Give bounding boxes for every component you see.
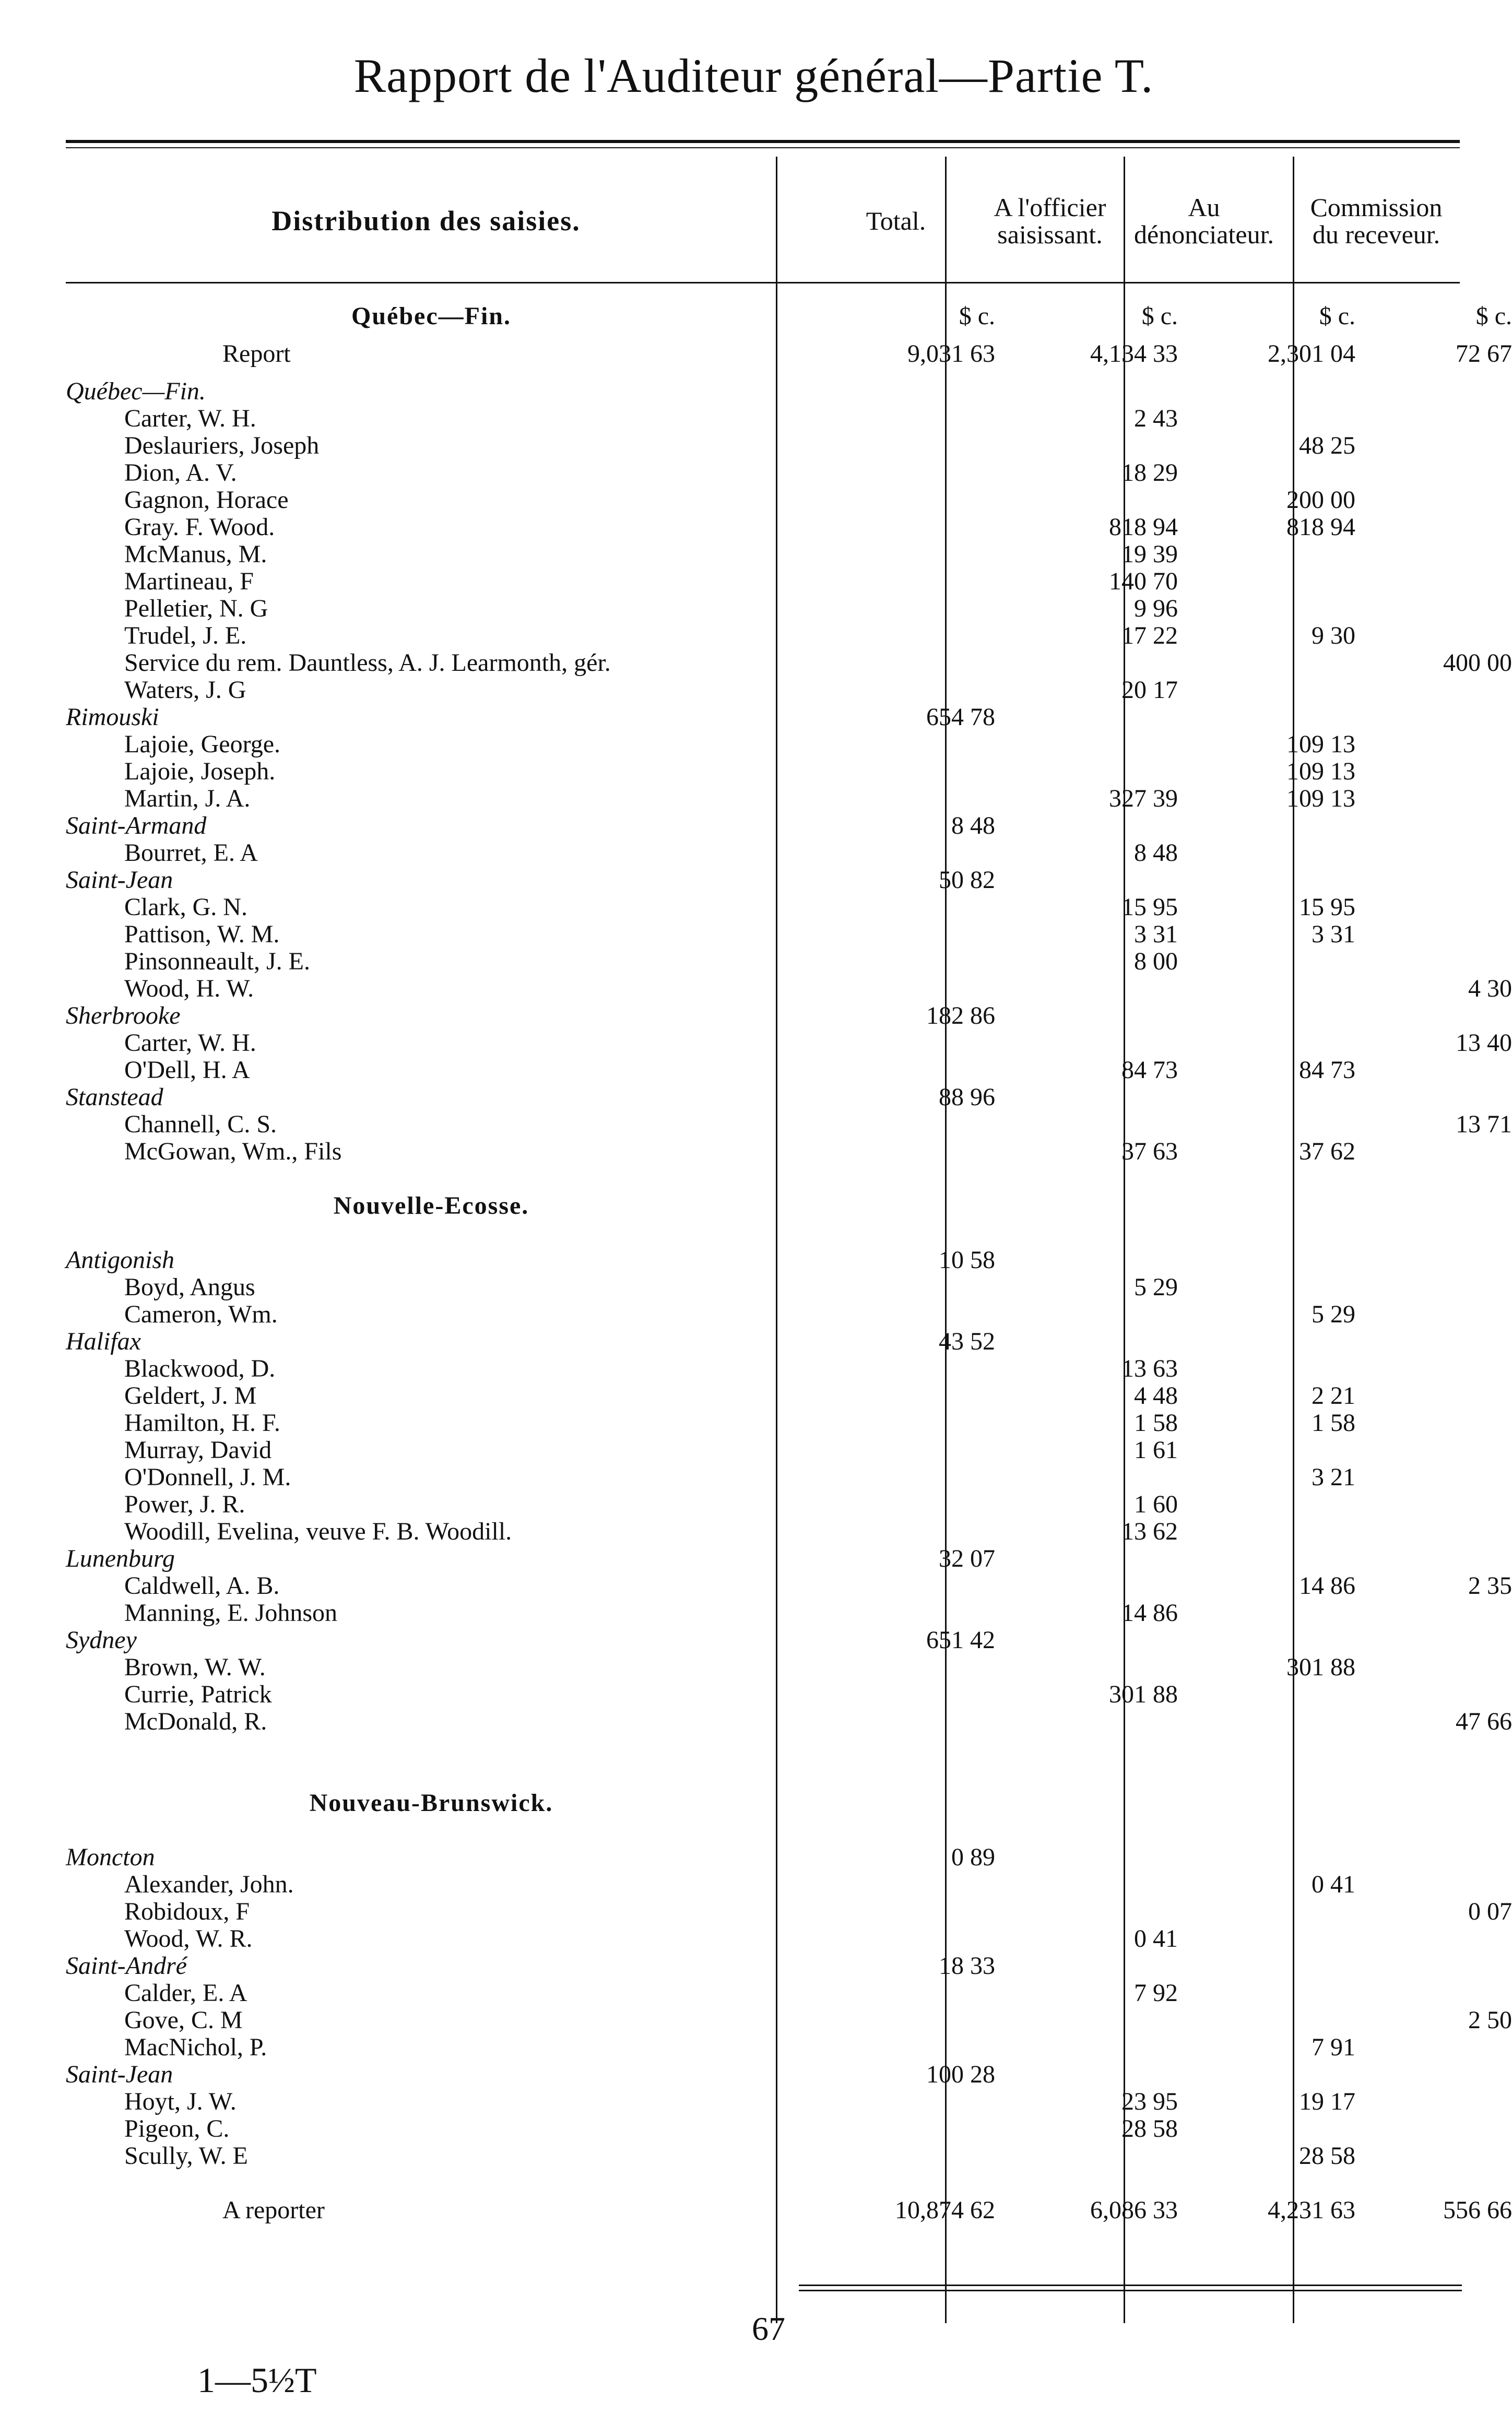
province-heading-row: [66, 1790, 1460, 1817]
person-name: Gray. F. Wood.: [124, 513, 275, 541]
person-name: Hoyt, J. W.: [124, 2088, 237, 2115]
cell-officer: 6,086 33: [1090, 2196, 1178, 2224]
person-name: Woodill, Evelina, veuve F. B. Woodill.: [124, 1518, 512, 1545]
place-name: Sydney: [66, 1626, 137, 1654]
table-row: [66, 649, 1512, 677]
cell-total: 182 86: [926, 1002, 995, 1029]
cell-total: 50 82: [939, 866, 995, 894]
cell-comm: 2 50: [1468, 2006, 1512, 2034]
person-name: Service du rem. Dauntless, A. J. Learmonth, gér.: [124, 649, 611, 677]
cell-total: 43 52: [939, 1328, 995, 1355]
cell-total: 18 33: [939, 1952, 995, 1980]
cell-officer: 140 70: [1109, 567, 1178, 595]
cell-officer: 1 58: [1134, 1409, 1178, 1437]
cell-officer: 1 60: [1134, 1490, 1178, 1518]
row-spacer: [66, 1735, 1460, 1762]
table-row: [66, 2088, 1460, 2115]
total-rule: [799, 2285, 1462, 2286]
cell-total: 10 58: [939, 1246, 995, 1274]
table-row: [66, 1925, 1460, 1952]
cell-denoun: 109 13: [1286, 730, 1355, 758]
cell-officer: 0 41: [1134, 1925, 1178, 1952]
cell-officer: 17 22: [1121, 622, 1178, 649]
cell-total: 651 42: [926, 1626, 995, 1654]
cell-officer: 37 63: [1121, 1138, 1178, 1165]
cell-officer: 4 48: [1134, 1382, 1178, 1410]
person-name: Carter, W. H.: [124, 405, 256, 432]
cell-denoun: 2 21: [1312, 1382, 1355, 1410]
place-row: [66, 1627, 1460, 1654]
place-row: [66, 378, 1460, 405]
table-row: [66, 514, 1460, 541]
person-name: Alexander, John.: [124, 1871, 294, 1898]
table-header: [66, 157, 1460, 285]
person-name: Robidoux, F: [124, 1898, 250, 1925]
cell-comm: 0 07: [1468, 1898, 1512, 1925]
table-row: [66, 2143, 1460, 2170]
cell-comm: 4 30: [1468, 975, 1512, 1002]
col-header-denonciateur: Au dénonciateur.: [1134, 193, 1274, 249]
person-name: Deslauriers, Joseph: [124, 432, 320, 459]
place-row: [66, 1844, 1460, 1871]
cell-denoun: 48 25: [1299, 432, 1355, 459]
table-row: [66, 948, 1460, 975]
table-row: [66, 568, 1460, 595]
place-row: [66, 1247, 1460, 1274]
cell-denoun: 14 86: [1299, 1572, 1355, 1600]
table-row: [66, 2034, 1460, 2061]
table-row: [66, 1464, 1460, 1491]
cell-total: 0 89: [951, 1843, 995, 1871]
person-name: Bourret, E. A: [124, 839, 258, 867]
cell-total: 10,874 62: [895, 2196, 995, 2224]
table-row: [66, 677, 1460, 704]
cell-officer: 2 43: [1134, 405, 1178, 432]
table-row: [66, 975, 1512, 1002]
cell-officer: 20 17: [1121, 676, 1178, 704]
person-name: O'Donnell, J. M.: [124, 1463, 291, 1491]
person-name: Lajoie, Joseph.: [124, 758, 276, 785]
row-spacer: [66, 1220, 1460, 1247]
place-name: Québec—Fin.: [66, 377, 206, 405]
table-row: [66, 1382, 1460, 1410]
report-label: A reporter: [222, 2196, 325, 2224]
report-label: Report: [222, 340, 291, 368]
table-row: [66, 1491, 1460, 1518]
person-name: Murray, David: [124, 1436, 272, 1464]
cell-officer: 301 88: [1109, 1681, 1178, 1708]
person-name: Lajoie, George.: [124, 730, 280, 758]
table-row: [66, 758, 1460, 785]
province-name: Nouveau-Brunswick.: [309, 1789, 553, 1817]
place-row: [66, 1084, 1460, 1111]
cell-denoun: 3 21: [1312, 1463, 1355, 1491]
person-name: Currie, Patrick: [124, 1681, 272, 1708]
cell-officer: $ c.: [1141, 302, 1178, 330]
cell-total: 32 07: [939, 1545, 995, 1572]
cell-denoun: 109 13: [1286, 785, 1355, 812]
table-row: [66, 1572, 1512, 1600]
place-name: Rimouski: [66, 703, 159, 731]
table-row: [66, 1138, 1460, 1165]
table-row: [66, 405, 1460, 432]
cell-total: 88 96: [939, 1083, 995, 1111]
person-name: Scully, W. E: [124, 2142, 248, 2170]
place-row: [66, 1002, 1460, 1029]
table-row: [66, 839, 1460, 867]
page-number: 67: [752, 2310, 785, 2347]
place-name: Saint-Jean: [66, 866, 173, 894]
cell-comm: $ c.: [1475, 302, 1512, 330]
person-name: Blackwood, D.: [124, 1355, 276, 1382]
cell-total: 9,031 63: [907, 340, 995, 368]
cell-denoun: 4,231 63: [1268, 2196, 1355, 2224]
person-name: Calder, E. A: [124, 1979, 247, 2007]
person-name: Wood, H. W.: [124, 975, 254, 1002]
cell-denoun: 2,301 04: [1268, 340, 1355, 368]
table-row: [66, 1274, 1460, 1301]
person-name: MacNichol, P.: [124, 2033, 267, 2061]
cell-officer: 14 86: [1121, 1599, 1178, 1627]
cell-officer: 15 95: [1121, 893, 1178, 921]
table-row: [66, 1518, 1460, 1545]
table-row: [66, 595, 1460, 622]
cell-denoun: 84 73: [1299, 1056, 1355, 1084]
place-name: Lunenburg: [66, 1545, 175, 1572]
person-name: Manning, E. Johnson: [124, 1599, 337, 1627]
place-row: [66, 704, 1460, 731]
place-name: Saint-André: [66, 1952, 187, 1980]
table-row: [66, 1029, 1512, 1057]
cell-officer: 4,134 33: [1090, 340, 1178, 368]
cell-officer: 28 58: [1121, 2115, 1178, 2143]
table-row: [66, 731, 1460, 758]
report-row: [66, 340, 1512, 368]
cell-denoun: 109 13: [1286, 758, 1355, 785]
cell-officer: 1 61: [1134, 1436, 1178, 1464]
place-name: Saint-Armand: [66, 812, 207, 839]
cell-denoun: 3 31: [1312, 920, 1355, 948]
person-name: Power, J. R.: [124, 1490, 245, 1518]
cell-denoun: 5 29: [1312, 1300, 1355, 1328]
col-header-officer: A l'officier saisissant.: [994, 193, 1106, 249]
person-name: Boyd, Angus: [124, 1273, 255, 1301]
table-row: [66, 1654, 1460, 1681]
cell-officer: 327 39: [1109, 785, 1178, 812]
cell-comm: 556 66: [1443, 2196, 1512, 2224]
signature-mark: 1—5½T: [197, 2360, 317, 2400]
person-name: Hamilton, H. F.: [124, 1409, 280, 1437]
col-header-commission: Commission du receveur.: [1310, 193, 1443, 249]
cell-denoun: 19 17: [1299, 2088, 1355, 2115]
cell-comm: 2 35: [1468, 1572, 1512, 1600]
table-row: [66, 2115, 1460, 2143]
person-name: Brown, W. W.: [124, 1653, 266, 1681]
place-name: Moncton: [66, 1843, 155, 1871]
table-row: [66, 487, 1460, 514]
person-name: Caldwell, A. B.: [124, 1572, 280, 1600]
cell-denoun: 1 58: [1312, 1409, 1355, 1437]
cell-officer: 7 92: [1134, 1979, 1178, 2007]
cell-officer: 3 31: [1134, 920, 1178, 948]
top-rule-thin: [66, 147, 1460, 148]
cell-officer: 84 73: [1121, 1056, 1178, 1084]
row-spacer: [66, 2170, 1460, 2197]
table-row: [66, 1708, 1512, 1735]
cell-comm: 13 40: [1456, 1029, 1512, 1057]
table-row: [66, 1437, 1460, 1464]
person-name: Gagnon, Horace: [124, 486, 289, 514]
table-row: [66, 785, 1460, 812]
table-row: [66, 432, 1460, 459]
table-row: [66, 1301, 1460, 1328]
table-row: [66, 1410, 1460, 1437]
place-name: Antigonish: [66, 1246, 175, 1274]
cell-denoun: 200 00: [1286, 486, 1355, 514]
table-row: [66, 1898, 1512, 1925]
cell-total: $ c.: [959, 302, 995, 330]
cell-total: 654 78: [926, 703, 995, 731]
col-header-distribution: Distribution des saisies.: [271, 205, 581, 236]
province-name: Nouvelle-Ecosse.: [333, 1192, 529, 1220]
person-name: McManus, M.: [124, 540, 267, 568]
person-name: Wood, W. R.: [124, 1925, 253, 1952]
cell-denoun: 7 91: [1312, 2033, 1355, 2061]
cell-officer: 818 94: [1109, 513, 1178, 541]
cell-denoun: 0 41: [1312, 1871, 1355, 1898]
place-row: [66, 812, 1460, 839]
table-row: [66, 1681, 1460, 1708]
place-name: Sherbrooke: [66, 1002, 181, 1029]
cell-officer: 8 48: [1134, 839, 1178, 867]
table-row: [66, 1355, 1460, 1382]
total-rule: [799, 2290, 1462, 2291]
report-row: [66, 2196, 1512, 2224]
cell-officer: 13 62: [1121, 1518, 1178, 1545]
table-row: [66, 894, 1460, 921]
person-name: Pinsonneault, J. E.: [124, 948, 310, 975]
cell-denoun: 9 30: [1312, 622, 1355, 649]
row-spacer: [66, 1165, 1460, 1192]
cell-officer: 5 29: [1134, 1273, 1178, 1301]
cell-comm: 13 71: [1456, 1110, 1512, 1138]
person-name: McDonald, R.: [124, 1708, 267, 1735]
row-spacer: [66, 1817, 1460, 1844]
top-rule-thick: [66, 140, 1460, 143]
page-title: Rapport de l'Auditeur général—Partie T.: [353, 49, 1154, 102]
table-row: [66, 622, 1460, 649]
person-name: Trudel, J. E.: [124, 622, 247, 649]
table-row: [66, 1600, 1460, 1627]
person-name: O'Dell, H. A: [124, 1056, 250, 1084]
table-row: [66, 459, 1460, 487]
place-row: [66, 1328, 1460, 1355]
cell-denoun: 818 94: [1286, 513, 1355, 541]
table-row: [66, 921, 1460, 948]
cell-officer: 19 39: [1121, 540, 1178, 568]
person-name: Gove, C. M: [124, 2006, 243, 2034]
person-name: McGowan, Wm., Fils: [124, 1138, 342, 1165]
place-name: Stanstead: [66, 1083, 163, 1111]
province-name: Québec—Fin.: [351, 302, 511, 330]
person-name: Martin, J. A.: [124, 785, 251, 812]
row-spacer: [66, 1762, 1460, 1790]
cell-comm: 47 66: [1456, 1708, 1512, 1735]
place-row: [66, 1545, 1460, 1572]
cell-comm: 72 67: [1456, 340, 1512, 368]
cell-denoun: 301 88: [1286, 1653, 1355, 1681]
person-name: Pattison, W. M.: [124, 920, 280, 948]
person-name: Waters, J. G: [124, 676, 246, 704]
table-row: [66, 541, 1460, 568]
cell-denoun: $ c.: [1319, 302, 1355, 330]
province-heading-row: [66, 302, 1512, 330]
place-name: Halifax: [66, 1328, 141, 1355]
person-name: Clark, G. N.: [124, 893, 247, 921]
cell-officer: 8 00: [1134, 948, 1178, 975]
cell-officer: 18 29: [1121, 459, 1178, 487]
cell-officer: 13 63: [1121, 1355, 1178, 1382]
place-row: [66, 867, 1460, 894]
person-name: Pigeon, C.: [124, 2115, 230, 2143]
header-bottom-rule: [66, 282, 1460, 283]
cell-denoun: 37 62: [1299, 1138, 1355, 1165]
person-name: Martineau, F: [124, 567, 254, 595]
table-row: [66, 2006, 1512, 2034]
table-row: [66, 1057, 1460, 1084]
person-name: Geldert, J. M: [124, 1382, 257, 1410]
cell-denoun: 15 95: [1299, 893, 1355, 921]
cell-total: 100 28: [926, 2061, 995, 2088]
place-row: [66, 1952, 1460, 1980]
table-row: [66, 1871, 1460, 1898]
cell-officer: 9 96: [1134, 595, 1178, 622]
person-name: Cameron, Wm.: [124, 1300, 278, 1328]
person-name: Pelletier, N. G: [124, 595, 268, 622]
seizure-distribution-table: [66, 302, 1512, 2328]
province-heading-row: [66, 1192, 1460, 1220]
person-name: Carter, W. H.: [124, 1029, 256, 1057]
cell-denoun: 28 58: [1299, 2142, 1355, 2170]
person-name: Channell, C. S.: [124, 1110, 277, 1138]
place-name: Saint-Jean: [66, 2061, 173, 2088]
cell-officer: 23 95: [1121, 2088, 1178, 2115]
table-row: [66, 1980, 1460, 2007]
col-header-total: Total.: [866, 206, 926, 235]
table-row: [66, 1110, 1512, 1138]
cell-comm: 400 00: [1443, 649, 1512, 677]
place-row: [66, 2061, 1460, 2088]
person-name: Dion, A. V.: [124, 459, 237, 487]
cell-total: 8 48: [951, 812, 995, 839]
